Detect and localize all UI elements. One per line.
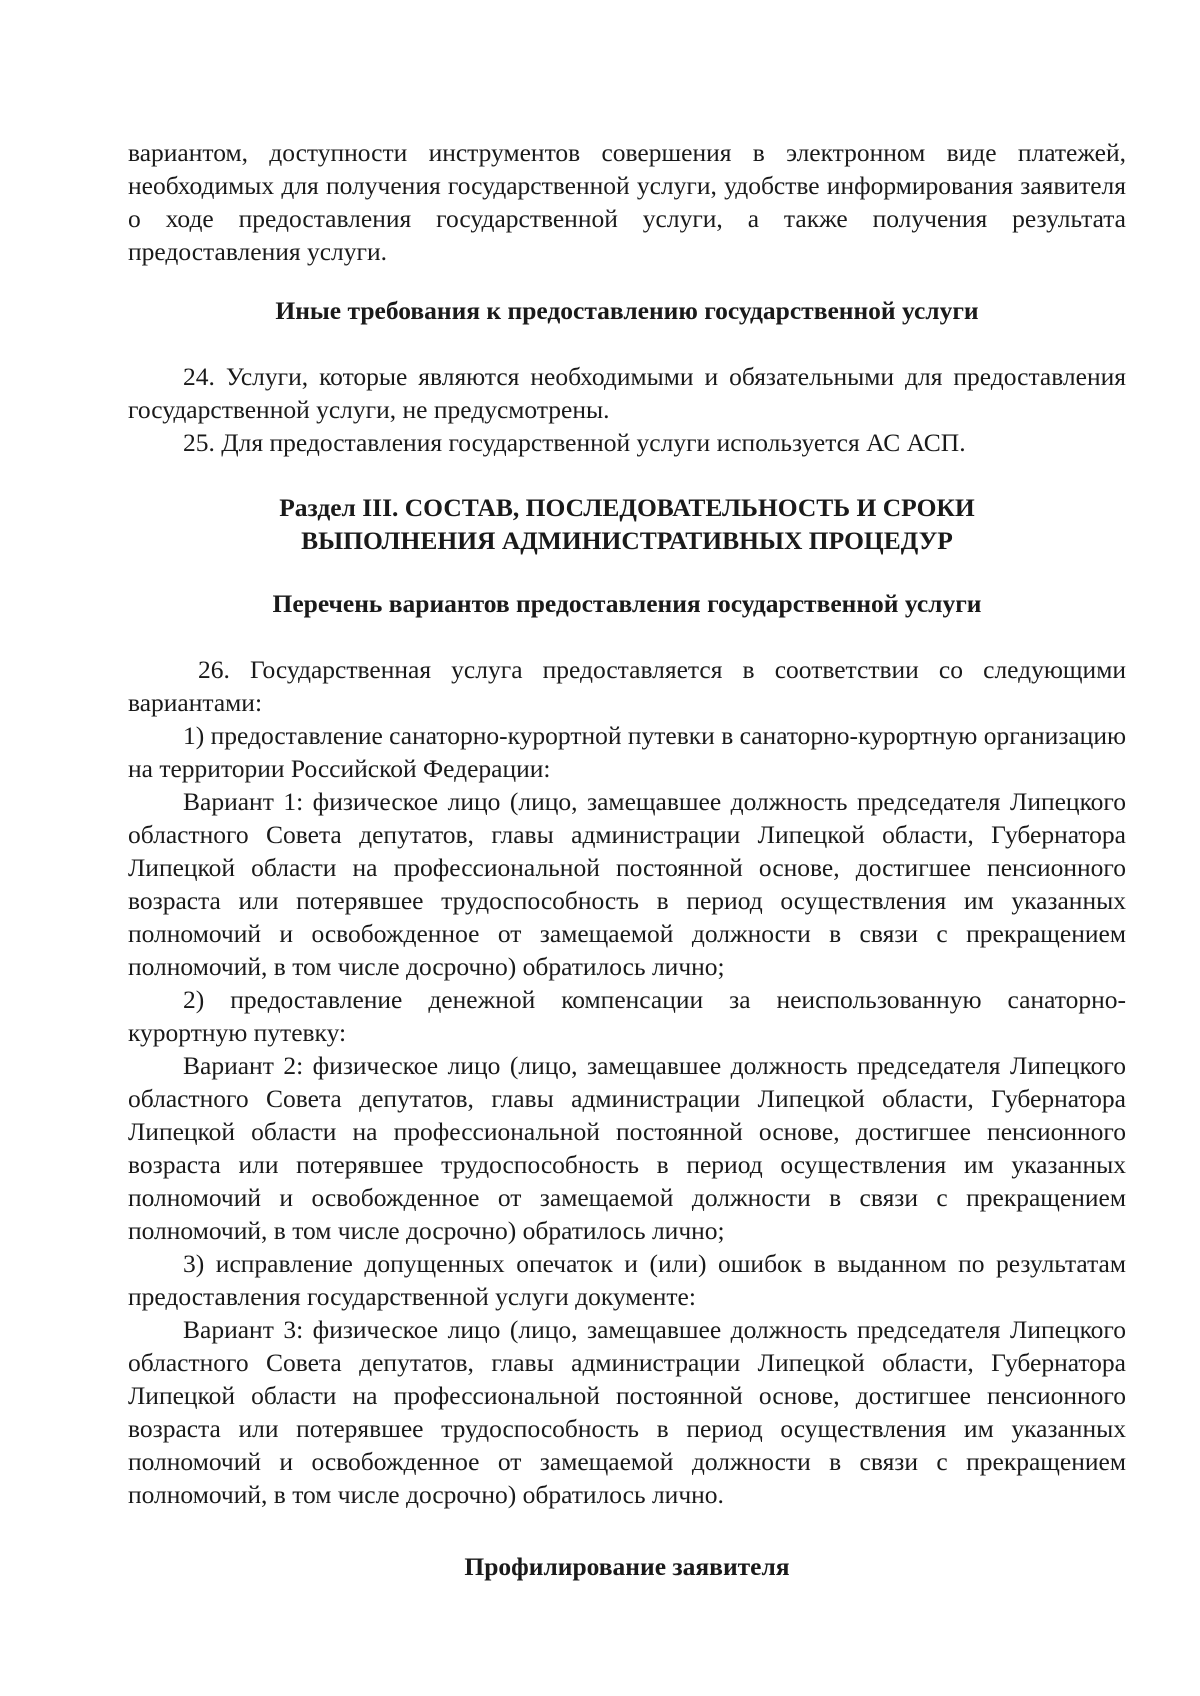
item-24-paragraph: 24. Услуги, которые являются необходимыми и обязательными для предоставления государственной услуги, не предусмотрены. bbox=[128, 362, 1126, 424]
variant-2-paragraph: Вариант 2: физическое лицо (лицо, замещавшее должность председателя Липецкого областного Совета депутатов, главы администрации Липецкой области, Губернатора Липецкой области на профессиональной постоянной основе, достигшее пенсионного возраста или потерявшее трудоспособность в период осуществления им указанных полномочий и освобожденное от замещаемой должности в связи с прекращением полномочий, в том числе досрочно) обратилось лично; bbox=[128, 1051, 1126, 1245]
heading-other-requirements: Иные требования к предоставлению государственной услуги bbox=[275, 296, 979, 325]
item-26-paragraph: 26. Государственная услуга предоставляется в соответствии со следующими вариантами: bbox=[128, 655, 1126, 717]
section-heading bbox=[128, 491, 1126, 557]
sub-item-3: 3) исправление допущенных опечаток и (или) ошибок в выданном по результатам предоставления государственной услуги документе: bbox=[128, 1249, 1126, 1311]
heading-variants-list: Перечень вариантов предоставления государственной услуги bbox=[272, 589, 982, 618]
intro-paragraph: вариантом, доступности инструментов совершения в электронном виде платежей, необходимых для получения государственной услуги, удобстве информирования заявителя о ходе предоставления государственной услуги, а также получения результата предоставления услуги. bbox=[128, 138, 1126, 266]
sub-item-1: 1) предоставление санаторно-курортной путевки в санаторно-курортную организацию на территории Российской Федерации: bbox=[128, 721, 1127, 783]
section-heading-line2: ВЫПОЛНЕНИЯ АДМИНИСТРАТИВНЫХ ПРОЦЕДУР bbox=[301, 526, 953, 555]
section-heading-line1: Раздел III. СОСТАВ, ПОСЛЕДОВАТЕЛЬНОСТЬ И СРОКИ bbox=[279, 493, 975, 522]
heading-profiling: Профилирование заявителя bbox=[464, 1552, 790, 1581]
variant-3-paragraph: Вариант 3: физическое лицо (лицо, замещавшее должность председателя Липецкого областного Совета депутатов, главы администрации Липецкой области, Губернатора Липецкой области на профессиональной постоянной основе, достигшее пенсионного возраста или потерявшее трудоспособность в период осуществления им указанных полномочий и освобожденное от замещаемой должности в связи с прекращением полномочий, в том числе досрочно) обратилось лично. bbox=[128, 1315, 1126, 1509]
variant-1-paragraph: Вариант 1: физическое лицо (лицо, замещавшее должность председателя Липецкого областного Совета депутатов, главы администрации Липецкой области, Губернатора Липецкой области на профессиональной постоянной основе, достигшее пенсионного возраста или потерявшее трудоспособность в период осуществления им указанных полномочий и освобожденное от замещаемой должности в связи с прекращением полномочий, в том числе досрочно) обратилось лично; bbox=[128, 787, 1126, 981]
item-25-paragraph: 25. Для предоставления государственной услуги используется АС АСП. bbox=[183, 428, 966, 457]
sub-item-2: 2) предоставление денежной компенсации за неиспользованную санаторно-курортную путевку: bbox=[128, 985, 1126, 1047]
document-body bbox=[128, 136, 1126, 1583]
